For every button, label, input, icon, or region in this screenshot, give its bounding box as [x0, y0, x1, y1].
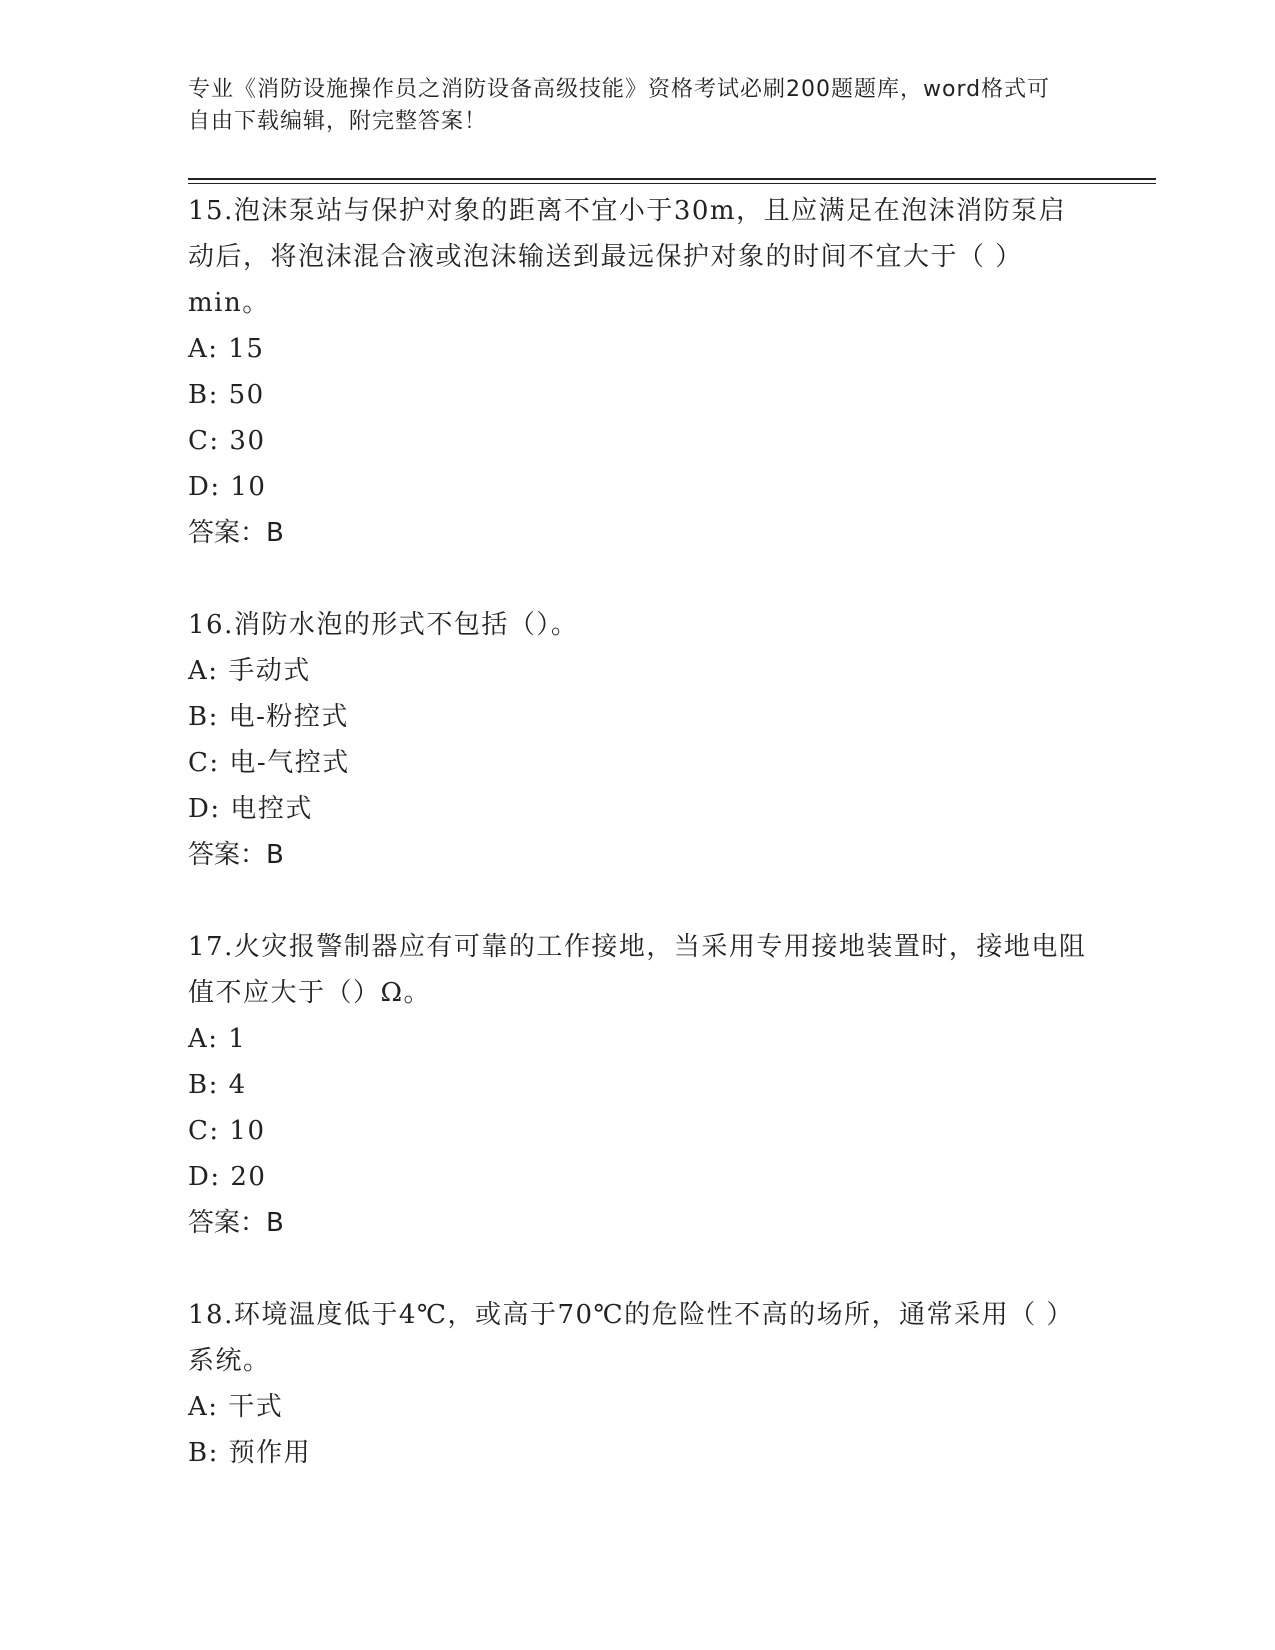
- option-d: D: 20: [188, 1162, 267, 1192]
- option-b: B: 电-粉控式: [188, 702, 349, 732]
- option-b: B: 4: [188, 1070, 247, 1100]
- header-divider: [188, 178, 1156, 184]
- document-header: 专业《消防设施操作员之消防设备高级技能》资格考试必刷200题题库，word格式可自由下载编辑，附完整答案！: [188, 77, 1051, 134]
- answer-line: 答案：B: [188, 840, 284, 870]
- option-a: A: 15: [188, 334, 265, 364]
- question-stem: 16.消防水泡的形式不包括（）。: [188, 610, 579, 640]
- option-c: C: 电-气控式: [188, 748, 350, 778]
- question-17: [188, 924, 1088, 1246]
- answer-line: 答案：B: [188, 1208, 284, 1238]
- question-list: [188, 188, 1088, 1522]
- question-stem: 17.火灾报警制器应有可靠的工作接地，当采用专用接地装置时，接地电阻值不应大于（）Ω。: [188, 932, 1087, 1008]
- question-stem: 18.环境温度低于4℃，或高于70℃的危险性不高的场所，通常采用（ ）系统。: [188, 1300, 1074, 1376]
- question-18: [188, 1292, 1088, 1476]
- question-16: [188, 602, 1088, 878]
- option-b: B: 预作用: [188, 1438, 312, 1468]
- option-c: C: 30: [188, 426, 266, 456]
- question-stem: 15.泡沫泵站与保护对象的距离不宜小于30m，且应满足在泡沫消防泵启动后，将泡沫混合液或泡沫输送到最远保护对象的时间不宜大于（ ）min。: [188, 196, 1067, 318]
- option-a: A: 手动式: [188, 656, 311, 686]
- answer-line: 答案：B: [188, 518, 284, 548]
- question-15: [188, 188, 1088, 556]
- option-a: A: 1: [188, 1024, 247, 1054]
- option-d: D: 10: [188, 472, 267, 502]
- option-b: B: 50: [188, 380, 265, 410]
- option-c: C: 10: [188, 1116, 266, 1146]
- option-d: D: 电控式: [188, 794, 313, 824]
- option-a: A: 干式: [188, 1392, 284, 1422]
